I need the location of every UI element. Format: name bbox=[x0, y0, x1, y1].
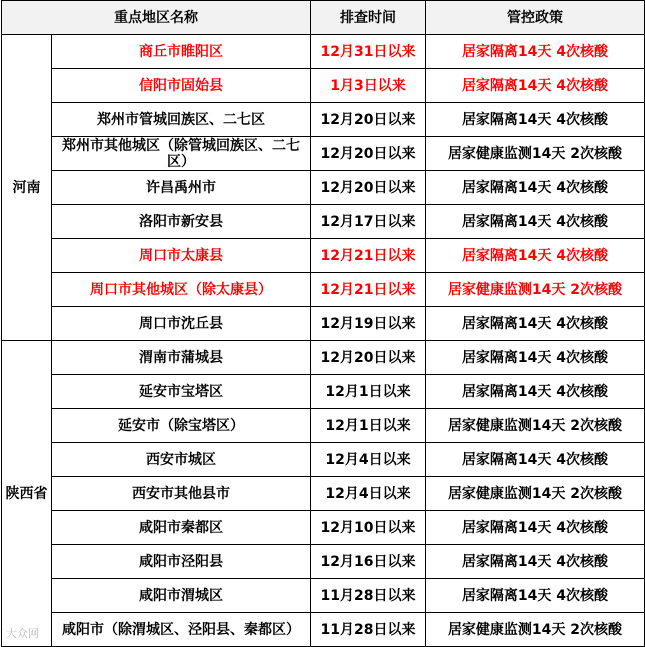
area-name-cell: 西安市城区 bbox=[52, 443, 311, 477]
check-time-cell: 1月3日以来 bbox=[311, 69, 426, 103]
table-row bbox=[2, 443, 645, 477]
area-name-cell: 延安市宝塔区 bbox=[52, 375, 311, 409]
header-area-name: 重点地区名称 bbox=[2, 1, 311, 35]
table-row bbox=[2, 137, 645, 171]
table-row bbox=[2, 239, 645, 273]
policy-cell: 居家隔离14天 4次核酸 bbox=[426, 579, 645, 613]
policy-cell: 居家健康监测14天 2次核酸 bbox=[426, 613, 645, 647]
area-name-cell: 信阳市固始县 bbox=[52, 69, 311, 103]
table-row bbox=[2, 273, 645, 307]
policy-cell: 居家隔离14天 4次核酸 bbox=[426, 35, 645, 69]
policy-cell: 居家隔离14天 4次核酸 bbox=[426, 443, 645, 477]
policy-cell: 居家健康监测14天 2次核酸 bbox=[426, 273, 645, 307]
province-cell: 陕西省 bbox=[2, 341, 52, 647]
table-body bbox=[2, 1, 645, 647]
table-header-row bbox=[2, 1, 645, 35]
table-row bbox=[2, 409, 645, 443]
check-time-cell: 11月28日以来 bbox=[311, 579, 426, 613]
area-name-cell: 咸阳市（除渭城区、泾阳县、秦都区） bbox=[52, 613, 311, 647]
policy-cell: 居家隔离14天 4次核酸 bbox=[426, 69, 645, 103]
policy-cell: 居家隔离14天 4次核酸 bbox=[426, 545, 645, 579]
area-name-cell: 咸阳市渭城区 bbox=[52, 579, 311, 613]
check-time-cell: 12月10日以来 bbox=[311, 511, 426, 545]
table-row bbox=[2, 69, 645, 103]
check-time-cell: 12月17日以来 bbox=[311, 205, 426, 239]
table-row bbox=[2, 341, 645, 375]
policy-cell: 居家健康监测14天 2次核酸 bbox=[426, 137, 645, 171]
check-time-cell: 12月16日以来 bbox=[311, 545, 426, 579]
area-name-cell: 郑州市管城回族区、二七区 bbox=[52, 103, 311, 137]
table-row bbox=[2, 579, 645, 613]
check-time-cell: 11月28日以来 bbox=[311, 613, 426, 647]
table-row bbox=[2, 511, 645, 545]
area-name-cell: 洛阳市新安县 bbox=[52, 205, 311, 239]
area-name-cell: 渭南市蒲城县 bbox=[52, 341, 311, 375]
table-row bbox=[2, 375, 645, 409]
table-row bbox=[2, 307, 645, 341]
province-cell: 河南 bbox=[2, 35, 52, 341]
check-time-cell: 12月20日以来 bbox=[311, 341, 426, 375]
table-row bbox=[2, 205, 645, 239]
policy-cell: 居家隔离14天 4次核酸 bbox=[426, 307, 645, 341]
policy-cell: 居家隔离14天 4次核酸 bbox=[426, 239, 645, 273]
policy-cell: 居家健康监测14天 2次核酸 bbox=[426, 409, 645, 443]
header-check-time: 排查时间 bbox=[311, 1, 426, 35]
check-time-cell: 12月21日以来 bbox=[311, 239, 426, 273]
policy-cell: 居家隔离14天 4次核酸 bbox=[426, 103, 645, 137]
table-row bbox=[2, 103, 645, 137]
area-name-cell: 周口市太康县 bbox=[52, 239, 311, 273]
check-time-cell: 12月4日以来 bbox=[311, 443, 426, 477]
policy-cell: 居家健康监测14天 2次核酸 bbox=[426, 477, 645, 511]
area-name-cell: 许昌禹州市 bbox=[52, 171, 311, 205]
area-name-cell: 咸阳市秦都区 bbox=[52, 511, 311, 545]
policy-cell: 居家隔离14天 4次核酸 bbox=[426, 375, 645, 409]
area-name-cell: 周口市其他城区（除太康县） bbox=[52, 273, 311, 307]
area-name-cell: 周口市沈丘县 bbox=[52, 307, 311, 341]
control-policy-table bbox=[1, 0, 645, 647]
check-time-cell: 12月21日以来 bbox=[311, 273, 426, 307]
area-name-cell: 延安市（除宝塔区） bbox=[52, 409, 311, 443]
header-control-policy: 管控政策 bbox=[426, 1, 645, 35]
check-time-cell: 12月1日以来 bbox=[311, 409, 426, 443]
policy-cell: 居家隔离14天 4次核酸 bbox=[426, 171, 645, 205]
table-row bbox=[2, 613, 645, 647]
table-row bbox=[2, 35, 645, 69]
watermark-logo: 大众网 bbox=[6, 627, 39, 640]
area-name-cell: 商丘市睢阳区 bbox=[52, 35, 311, 69]
area-name-cell: 郑州市其他城区（除管城回族区、二七区） bbox=[52, 137, 311, 171]
check-time-cell: 12月20日以来 bbox=[311, 137, 426, 171]
policy-cell: 居家隔离14天 4次核酸 bbox=[426, 341, 645, 375]
check-time-cell: 12月19日以来 bbox=[311, 307, 426, 341]
check-time-cell: 12月31日以来 bbox=[311, 35, 426, 69]
table-row bbox=[2, 477, 645, 511]
area-name-cell: 咸阳市泾阳县 bbox=[52, 545, 311, 579]
policy-cell: 居家隔离14天 4次核酸 bbox=[426, 205, 645, 239]
check-time-cell: 12月4日以来 bbox=[311, 477, 426, 511]
table-row bbox=[2, 545, 645, 579]
check-time-cell: 12月20日以来 bbox=[311, 103, 426, 137]
check-time-cell: 12月20日以来 bbox=[311, 171, 426, 205]
area-name-cell: 西安市其他县市 bbox=[52, 477, 311, 511]
check-time-cell: 12月1日以来 bbox=[311, 375, 426, 409]
table-row bbox=[2, 171, 645, 205]
policy-cell: 居家隔离14天 4次核酸 bbox=[426, 511, 645, 545]
